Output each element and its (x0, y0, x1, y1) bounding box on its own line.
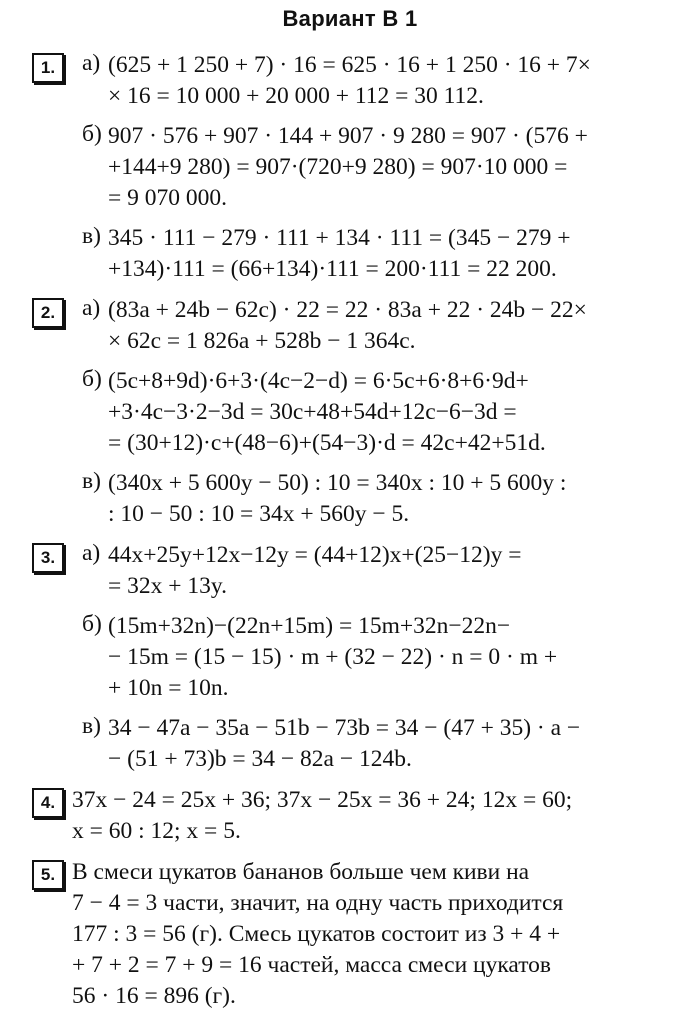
part-letter: в) (82, 713, 101, 739)
task-number-badge: 4. (32, 788, 64, 818)
task-part (72, 223, 700, 285)
solution-line: × 62c = 1 826a + 528b − 1 364c. (108, 328, 416, 354)
solution-line: x = 60 : 12; x = 5. (72, 818, 241, 844)
solution-line: − 15m = (15 − 15) · m + (32 − 22) · n = 0 · m + (108, 644, 558, 670)
task-4 (0, 785, 700, 847)
solution-line: = (30+12)·c+(48−6)+(54−3)·d = 42c+42+51d. (108, 430, 546, 456)
task-list (0, 50, 700, 1022)
part-letter: в) (82, 223, 101, 249)
task-part (72, 468, 700, 530)
solution-line: − (51 + 73)b = 34 − 82a − 124b. (108, 746, 412, 772)
task-text (72, 857, 700, 1012)
solution-line: = 32x + 13y. (108, 573, 227, 599)
task-3 (0, 540, 700, 775)
solution-line: +3·4c−3·2−3d = 30c+48+54d+12c−6−3d = (108, 399, 517, 425)
task-5 (0, 857, 700, 1012)
solution-line: (15m+32n)−(22n+15m) = 15m+32n−22n− (108, 613, 511, 639)
task-part (72, 121, 700, 214)
task-number-badge: 1. (32, 53, 64, 83)
task-text (72, 785, 700, 847)
part-letter: б) (82, 611, 102, 637)
solution-line: 34 − 47a − 35a − 51b − 73b = 34 − (47 + 35) · a − (108, 715, 581, 741)
solution-line: В смеси цукатов бананов больше чем киви на (72, 859, 530, 885)
solution-line: 37x − 24 = 25x + 36; 37x − 25x = 36 + 24; 12x = 60; (72, 787, 573, 813)
solution-line: + 10n = 10n. (108, 675, 229, 701)
solution-line: (625 + 1 250 + 7) · 16 = 625 · 16 + 1 250 · 16 + 7× (108, 52, 591, 78)
solution-line: × 16 = 10 000 + 20 000 + 112 = 30 112. (108, 83, 484, 109)
task-number-badge: 3. (32, 543, 64, 573)
solution-line: 44x+25y+12x−12y = (44+12)x+(25−12)y = (108, 542, 522, 568)
part-letter: в) (82, 468, 101, 494)
task-part (72, 50, 700, 112)
solution-line: (83a + 24b − 62c) · 22 = 22 · 83a + 22 · 24b − 22× (108, 297, 587, 323)
task-part (72, 611, 700, 704)
task-part (72, 366, 700, 459)
part-letter: б) (82, 366, 102, 392)
task-number-badge: 2. (32, 298, 64, 328)
solution-line: +134)·111 = (66+134)·111 = 200·111 = 22 200. (108, 256, 557, 282)
solution-line: 7 − 4 = 3 части, значит, на одну часть приходится (72, 890, 564, 916)
task-2 (0, 295, 700, 530)
solution-line: 56 · 16 = 896 (г). (72, 983, 236, 1009)
solution-line: (5c+8+9d)·6+3·(4c−2−d) = 6·5c+6·8+6·9d+ (108, 368, 529, 394)
solution-line: : 10 − 50 : 10 = 34x + 560y − 5. (108, 501, 410, 527)
part-letter: а) (82, 50, 101, 76)
task-1 (0, 50, 700, 285)
solution-line: = 9 070 000. (108, 185, 228, 211)
solution-line: 177 : 3 = 56 (г). Смесь цукатов состоит из 3 + 4 + (72, 921, 561, 947)
part-letter: а) (82, 295, 101, 321)
solution-line: 345 · 111 − 279 · 111 + 134 · 111 = (345 − 279 + (108, 225, 571, 251)
task-part (72, 713, 700, 775)
part-letter: б) (82, 121, 102, 147)
part-letter: а) (82, 540, 101, 566)
task-number-badge: 5. (32, 860, 64, 890)
solution-line: (340x + 5 600y − 50) : 10 = 340x : 10 + 5 600y : (108, 470, 567, 496)
page-title: Вариант В 1 (282, 6, 418, 31)
solution-line: 907 · 576 + 907 · 144 + 907 · 9 280 = 907 · (576 + (108, 123, 588, 149)
task-part (72, 540, 700, 602)
task-part (72, 295, 700, 357)
solution-line: + 7 + 2 = 7 + 9 = 16 частей, масса смеси цукатов (72, 952, 552, 978)
solution-line: +144+9 280) = 907·(720+9 280) = 907·10 000 = (108, 154, 568, 180)
